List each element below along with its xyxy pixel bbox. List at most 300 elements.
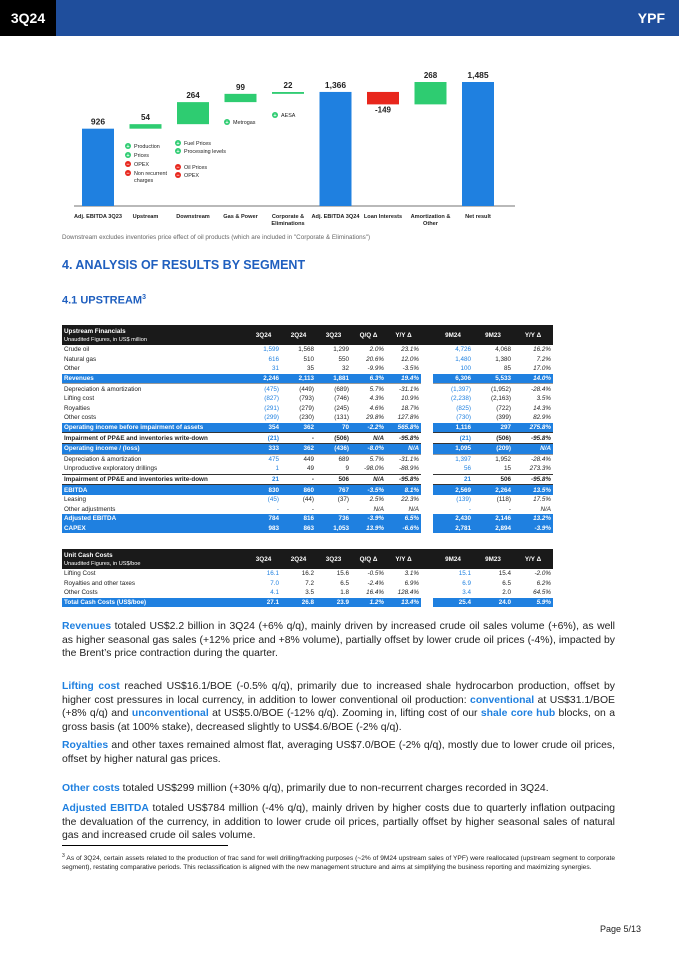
table-cell: 1,095: [433, 443, 473, 454]
table-cell: -: [276, 505, 279, 513]
table-cell: 475: [246, 454, 281, 464]
table-cell: (506): [316, 433, 351, 444]
table-cell: -: [346, 505, 349, 513]
table-row: [62, 474, 553, 485]
table-header: [62, 325, 553, 345]
bar-value-label: 1,485: [467, 70, 489, 80]
table-cell: 127.8%: [397, 414, 419, 422]
table-cell: (299): [264, 414, 279, 422]
table-cell: 616: [268, 355, 279, 363]
category-label: Amortization &: [410, 214, 451, 220]
table-row: [62, 495, 553, 505]
row-label: Royalties and other taxes: [64, 579, 136, 587]
row-label: Other: [64, 365, 80, 373]
category-label: Gas & Power: [223, 214, 258, 220]
table-cell: 4,068: [495, 346, 511, 354]
footnote-divider: [62, 845, 228, 846]
table-cell: 23.9: [316, 598, 351, 608]
table-cell: 82.9%: [533, 414, 551, 422]
table-cell: 21: [433, 474, 473, 485]
table-cell: 4.3%: [369, 395, 384, 403]
table-row: [62, 364, 553, 374]
table-cell: N/A: [351, 474, 386, 485]
table-cell: -2.4%: [367, 579, 384, 587]
table-cell: -95.8%: [513, 474, 553, 485]
table-cell: 3.5: [305, 589, 314, 597]
column-header: 9M23: [473, 325, 513, 345]
bar-value-label: 99: [236, 82, 245, 92]
table-cell: 14.0%: [513, 374, 553, 384]
table-cell: N/A: [386, 443, 421, 454]
table-cell: 506: [316, 474, 351, 485]
table-cell: 449: [281, 454, 316, 464]
table-cell: (2,238): [451, 395, 471, 403]
table-cell: 333: [246, 443, 281, 454]
table-cell: (449): [281, 384, 316, 394]
table-cell: 29.8%: [366, 414, 384, 422]
table-cell: (436): [316, 443, 351, 454]
table-cell: 565.8%: [386, 423, 421, 433]
table-cell: 2,146: [473, 514, 513, 524]
table-cell: 6.2%: [536, 579, 551, 587]
row-label: Depreciation & amortization: [62, 454, 246, 464]
table-title: Unit Cash Costs Unaudited Figures, in US$/boe: [62, 549, 246, 569]
row-label: Operating income / (loss): [62, 443, 246, 454]
column-header: Y/Y Δ: [513, 549, 553, 569]
table-cell: 23.1%: [401, 346, 419, 354]
waterfall-bar: [367, 92, 399, 104]
table-row: [62, 464, 553, 474]
bar-value-label: 926: [90, 116, 106, 127]
table-cell: 1,881: [316, 374, 351, 384]
table-cell: -95.8%: [513, 433, 553, 444]
table-row: [62, 505, 553, 515]
table-cell: 7.2%: [536, 355, 551, 363]
footnote: $^3$ As of 3Q24, certain assets related to the production of frac sand for well drilling/fracking purposes (~2% of 9M24 upstream sales of YPF) were reallocated (upstream segment to corporate segment), restating comparative periods. This reclassification is aligned with the new management structure and aims at simplifying the business reporting and maximizing synergies.: [62, 853, 615, 871]
table-cell: 297: [473, 423, 513, 433]
table-cell: 15: [503, 465, 511, 473]
table-cell: 6.9%: [404, 579, 419, 587]
column-header: 9M24: [433, 549, 473, 569]
chart-note: Downstream excludes inventories price effect of oil products (which are included in "Corporate & Eliminations"): [62, 234, 371, 241]
table-cell: -: [468, 505, 471, 513]
ebitda-waterfall-chart: [0, 0, 679, 240]
table-cell: 26.8: [281, 598, 316, 608]
table-cell: 1,568: [298, 346, 314, 354]
row-label: Impairment of PP&E and inventories write-down: [62, 433, 246, 444]
table-cell: N/A: [408, 505, 419, 513]
table-cell: -8.0%: [351, 443, 386, 454]
table-cell: 13.5%: [513, 485, 553, 495]
upstream-financials-table: [62, 325, 553, 533]
table-row: [62, 433, 553, 444]
column-header: 9M24: [433, 325, 473, 345]
table-cell: 816: [281, 514, 316, 524]
category-label: Adj. EBITDA 3Q24: [311, 214, 360, 220]
table-cell: (21): [433, 433, 473, 444]
table-cell: 2.0%: [369, 346, 384, 354]
row-label: Leasing: [64, 496, 87, 504]
table-cell: (399): [496, 414, 511, 422]
table-cell: 2,430: [433, 514, 473, 524]
annotation-label: AESA: [281, 113, 296, 119]
column-header: 9M23: [473, 549, 513, 569]
table-cell: N/A: [351, 433, 386, 444]
category-label: Corporate &: [271, 214, 305, 220]
table-cell: -3.9%: [351, 514, 386, 524]
table-cell: 15.4: [498, 570, 511, 578]
table-cell: 35: [306, 365, 314, 373]
table-cell: (2,163): [491, 395, 511, 403]
bar-value-label: 264: [186, 91, 200, 101]
table-cell: 4.1: [270, 589, 279, 597]
bar-value-label: 22: [283, 81, 293, 91]
table-cell: 6.5%: [386, 514, 421, 524]
table-cell: 64.5%: [533, 589, 551, 597]
table-cell: (118): [496, 496, 511, 504]
table-cell: 860: [281, 485, 316, 495]
table-cell: 4.6%: [369, 404, 384, 412]
table-cell: 1,380: [495, 355, 511, 363]
annotation-label: Metrogas: [233, 120, 256, 126]
category-label: Upstream: [132, 214, 159, 220]
table-cell: (1,952): [473, 384, 513, 394]
column-header: 3Q23: [316, 325, 351, 345]
table-cell: 6.5: [340, 579, 349, 587]
column-header: 3Q24: [246, 325, 281, 345]
table-cell: 128.4%: [397, 589, 419, 597]
row-label: Other adjustments: [64, 505, 116, 513]
row-label: Adjusted EBITDA: [62, 514, 246, 524]
waterfall-bar: [177, 102, 209, 124]
table-cell: 736: [316, 514, 351, 524]
table-cell: N/A: [373, 505, 384, 513]
bar-value-label: 268: [423, 71, 438, 80]
table-cell: 12.0%: [401, 355, 419, 363]
table-row: [62, 598, 553, 608]
row-label: Crude oil: [64, 346, 90, 354]
table-cell: 983: [246, 524, 281, 534]
annotation-label: Fuel Prices: [184, 141, 211, 147]
sign-glyph: −: [126, 171, 130, 177]
table-cell: 21: [246, 474, 281, 485]
table-cell: 1,480: [455, 355, 471, 363]
table-cell: 13.4%: [386, 598, 421, 608]
table-cell: 15.6: [336, 570, 349, 578]
category-label: Eliminations: [271, 221, 305, 227]
table-cell: (1,397): [433, 384, 473, 394]
table-cell: -3.5%: [351, 485, 386, 495]
row-label: Other costs: [64, 414, 97, 422]
table-cell: (230): [299, 414, 314, 422]
waterfall-bar: [225, 94, 257, 102]
section-title: 4. ANALYSIS OF RESULTS BY SEGMENT: [62, 258, 306, 272]
table-cell: 13.9%: [351, 524, 386, 534]
page-number: Page 5/13: [599, 924, 641, 934]
column-header: 2Q24: [281, 549, 316, 569]
table-cell: 784: [246, 514, 281, 524]
table-cell: 56: [463, 465, 471, 473]
table-cell: 1,053: [316, 524, 351, 534]
table-cell: 362: [281, 443, 316, 454]
table-cell: -: [311, 505, 314, 513]
table-cell: 275.8%: [513, 423, 553, 433]
table-cell: 85: [503, 365, 511, 373]
table-cell: 830: [246, 485, 281, 495]
table-cell: -: [508, 505, 511, 513]
column-header: Y/Y Δ: [513, 325, 553, 345]
table-cell: 9: [345, 465, 349, 473]
table-cell: 16.4%: [366, 589, 384, 597]
column-header: Y/Y Δ: [386, 549, 421, 569]
table-cell: 22.3%: [401, 496, 419, 504]
row-label: Lifting cost: [64, 395, 95, 403]
table-cell: N/A: [540, 505, 551, 513]
table-cell: 354: [246, 423, 281, 433]
table-cell: 1,599: [263, 346, 279, 354]
table-cell: (825): [456, 404, 471, 412]
table-cell: 550: [338, 355, 349, 363]
table-cell: 1,116: [433, 423, 473, 433]
row-label: Unproductive exploratory drillings: [64, 465, 158, 473]
table-cell: -9.9%: [367, 365, 384, 373]
table-cell: 20.6%: [366, 355, 384, 363]
table-cell: -31.1%: [386, 454, 421, 464]
table-cell: 2,569: [433, 485, 473, 495]
table-cell: -88.9%: [399, 465, 419, 473]
sign-glyph: +: [225, 120, 229, 126]
table-cell: 2.5%: [369, 496, 384, 504]
paragraph-lifting-cost: Lifting cost reached US$16.1/BOE (-0.5% q/q), primarily due to increased shale hydrocarbon production, offset by higher cost pressures in local currency, in addition to lower conventional oil production: conventional at US$31.1/BOE (+8% q/q) and unconventional at US$5.0/BOE (-12% q/q). Zooming in, lifting cost of our shale core hub blocks, on a gross basis (at 100% stake), decreased slightly to US$4.6/BOE (-2% q/q).: [62, 681, 615, 733]
table-cell: -2.0%: [534, 570, 551, 578]
table-cell: 1,299: [333, 346, 349, 354]
column-header: Q/Q Δ: [351, 549, 386, 569]
table-cell: (746): [334, 395, 349, 403]
subsection-title: 4.1 UPSTREAM$^3$: [62, 294, 146, 307]
table-cell: 2,246: [246, 374, 281, 384]
column-header: 3Q24: [246, 549, 281, 569]
table-cell: 5.7%: [351, 384, 386, 394]
table-cell: (279): [299, 404, 314, 412]
table-cell: 2,264: [473, 485, 513, 495]
row-label: Revenues: [62, 374, 246, 384]
row-label: EBITDA: [62, 485, 246, 495]
table-cell: 6,306: [433, 374, 473, 384]
sign-glyph: +: [126, 153, 130, 159]
sign-glyph: −: [176, 165, 180, 171]
waterfall-bar: [272, 92, 304, 94]
paragraph-royalties: Royalties and other taxes remained almost flat, averaging US$7.0/BOE (-2% q/q), mostly due to lower crude oil prices, offset by higher natural gas prices.: [62, 740, 615, 765]
annotation-label: Prices: [134, 153, 149, 159]
category-label: Net result: [465, 214, 491, 220]
table-row: [62, 588, 553, 598]
table-row: [62, 524, 553, 534]
row-label: Natural gas: [64, 355, 97, 363]
table-cell: 5,533: [473, 374, 513, 384]
table-cell: 506: [473, 474, 513, 485]
table-cell: -2.2%: [351, 423, 386, 433]
waterfall-bar: [130, 124, 162, 129]
table-row: [62, 569, 553, 579]
table-cell: (793): [299, 395, 314, 403]
table-cell: -31.1%: [386, 384, 421, 394]
table-cell: -: [281, 474, 316, 485]
table-cell: 27.1: [246, 598, 281, 608]
paragraph-other-costs: Other costs totaled US$299 million (+30% q/q), primarily due to non-recurrent charges recorded in 3Q24.: [62, 783, 549, 794]
table-cell: 3.4: [462, 589, 471, 597]
table-cell: 3.1%: [404, 570, 419, 578]
table-row: [62, 394, 553, 404]
table-cell: 4,726: [455, 346, 471, 354]
table-row: [62, 404, 553, 414]
waterfall-bar: [82, 129, 114, 206]
table-row: [62, 514, 553, 524]
table-cell: (139): [456, 496, 471, 504]
waterfall-bar: [320, 92, 352, 206]
table-cell: 5.7%: [351, 454, 386, 464]
table-cell: 8.1%: [386, 485, 421, 495]
table-cell: 1: [275, 465, 279, 473]
sign-glyph: +: [176, 141, 180, 147]
table-cell: (475): [246, 384, 281, 394]
table-cell: (689): [316, 384, 351, 394]
table-cell: (827): [264, 395, 279, 403]
company-logo: YPF: [637, 10, 665, 26]
table-cell: (209): [473, 443, 513, 454]
table-cell: 2,781: [433, 524, 473, 534]
waterfall-bar: [415, 82, 447, 104]
row-label: Royalties: [64, 404, 90, 412]
table-cell: -0.5%: [367, 570, 384, 578]
row-label: CAPEX: [62, 524, 246, 534]
table-cell: -28.4%: [513, 384, 553, 394]
annotation-label: Non recurrent: [134, 171, 167, 177]
table-cell: 362: [281, 423, 316, 433]
table-cell: 15.1: [458, 570, 471, 578]
category-label: Adj. EBITDA 3Q23: [74, 214, 122, 220]
table-row: [62, 485, 553, 495]
annotation-label: OPEX: [134, 162, 149, 168]
paragraph-revenues: Revenues totaled US$2.2 billion in 3Q24 (+6% q/q), mainly driven by increased crude oil sales volume (+6%), as well as higher seasonal gas sales (+12% price and +8% volume), partially offset by lower crude oil prices (-4%), impacted by the Brent’s price contraction during the quarter.: [62, 621, 615, 660]
sign-glyph: +: [273, 113, 277, 119]
table-cell: 7.2: [305, 579, 314, 587]
table-cell: -3.5%: [402, 365, 419, 373]
bar-value-label: 1,366: [324, 79, 347, 90]
category-label: Downstream: [176, 214, 210, 220]
table-cell: 3.5%: [536, 395, 551, 403]
row-label: Impairment of PP&E and inventories write-down: [62, 474, 246, 485]
column-header: 3Q23: [316, 549, 351, 569]
period-label: 3Q24: [0, 0, 56, 36]
table-row: [62, 423, 553, 433]
table-cell: 14.3%: [533, 404, 551, 412]
table-cell: (291): [264, 404, 279, 412]
table-cell: 689: [316, 454, 351, 464]
column-header: Q/Q Δ: [351, 325, 386, 345]
column-header: Y/Y Δ: [386, 325, 421, 345]
table-cell: 17.0%: [533, 365, 551, 373]
table-cell: 13.2%: [513, 514, 553, 524]
row-label: Operating income before impairment of assets: [62, 423, 246, 433]
table-cell: 863: [281, 524, 316, 534]
table-row: [62, 579, 553, 589]
table-cell: 25.4: [433, 598, 473, 608]
table-cell: 32: [341, 365, 349, 373]
table-row: [62, 384, 553, 394]
table-cell: 100: [460, 365, 471, 373]
table-cell: 19.4%: [386, 374, 421, 384]
table-cell: 16.1: [266, 570, 279, 578]
annotation-label: OPEX: [184, 173, 199, 179]
sign-glyph: +: [126, 144, 130, 150]
table-cell: 70: [316, 423, 351, 433]
table-cell: 2,113: [281, 374, 316, 384]
annotation-label: charges: [134, 178, 154, 184]
table-cell: 18.7%: [401, 404, 419, 412]
table-cell: 2.0: [502, 589, 511, 597]
table-cell: -: [281, 433, 316, 444]
table-header: [62, 549, 553, 569]
table-cell: (730): [456, 414, 471, 422]
table-cell: 1,397: [433, 454, 473, 464]
table-cell: (45): [267, 496, 279, 504]
table-row: [62, 355, 553, 365]
row-label: Total Cash Costs (US$/boe): [62, 598, 246, 608]
category-label: Loan Interests: [363, 214, 403, 220]
annotation-label: Production: [134, 144, 160, 150]
table-cell: -6.6%: [386, 524, 421, 534]
table-cell: -28.4%: [513, 454, 553, 464]
table-cell: 6.3%: [351, 374, 386, 384]
table-cell: (21): [246, 433, 281, 444]
table-cell: (37): [337, 496, 349, 504]
table-cell: (131): [334, 414, 349, 422]
table-cell: N/A: [513, 443, 553, 454]
table-cell: 1,952: [473, 454, 513, 464]
table-cell: -95.8%: [386, 474, 421, 485]
table-row: [62, 443, 553, 454]
bar-value-label: 54: [141, 113, 150, 123]
table-title: Upstream Financials Unaudited Figures, in US$ million: [62, 325, 246, 345]
table-row: [62, 345, 553, 355]
row-label: Other Costs: [64, 589, 98, 597]
row-label: Depreciation & amortization: [62, 384, 246, 394]
table-row: [62, 413, 553, 423]
table-cell: 6.5: [502, 579, 511, 587]
table-cell: (44): [302, 496, 314, 504]
table-cell: -98.0%: [364, 465, 384, 473]
table-cell: 16.2%: [533, 346, 551, 354]
unit-cash-costs-table: [62, 549, 553, 607]
table-cell: 5.9%: [513, 598, 553, 608]
sign-glyph: +: [176, 149, 180, 155]
table-cell: 1.2%: [351, 598, 386, 608]
table-cell: 49: [306, 465, 314, 473]
category-label: Other: [423, 221, 438, 227]
table-cell: (722): [496, 404, 511, 412]
column-header: 2Q24: [281, 325, 316, 345]
table-cell: 510: [303, 355, 314, 363]
table-cell: 767: [316, 485, 351, 495]
waterfall-bar: [462, 82, 494, 206]
table-cell: 7.0: [270, 579, 279, 587]
sign-glyph: −: [176, 173, 180, 179]
annotation-label: Processing levels: [184, 149, 226, 155]
table-cell: -95.8%: [386, 433, 421, 444]
table-cell: 1.8: [340, 589, 349, 597]
sign-glyph: −: [126, 162, 130, 168]
table-cell: (506): [473, 433, 513, 444]
